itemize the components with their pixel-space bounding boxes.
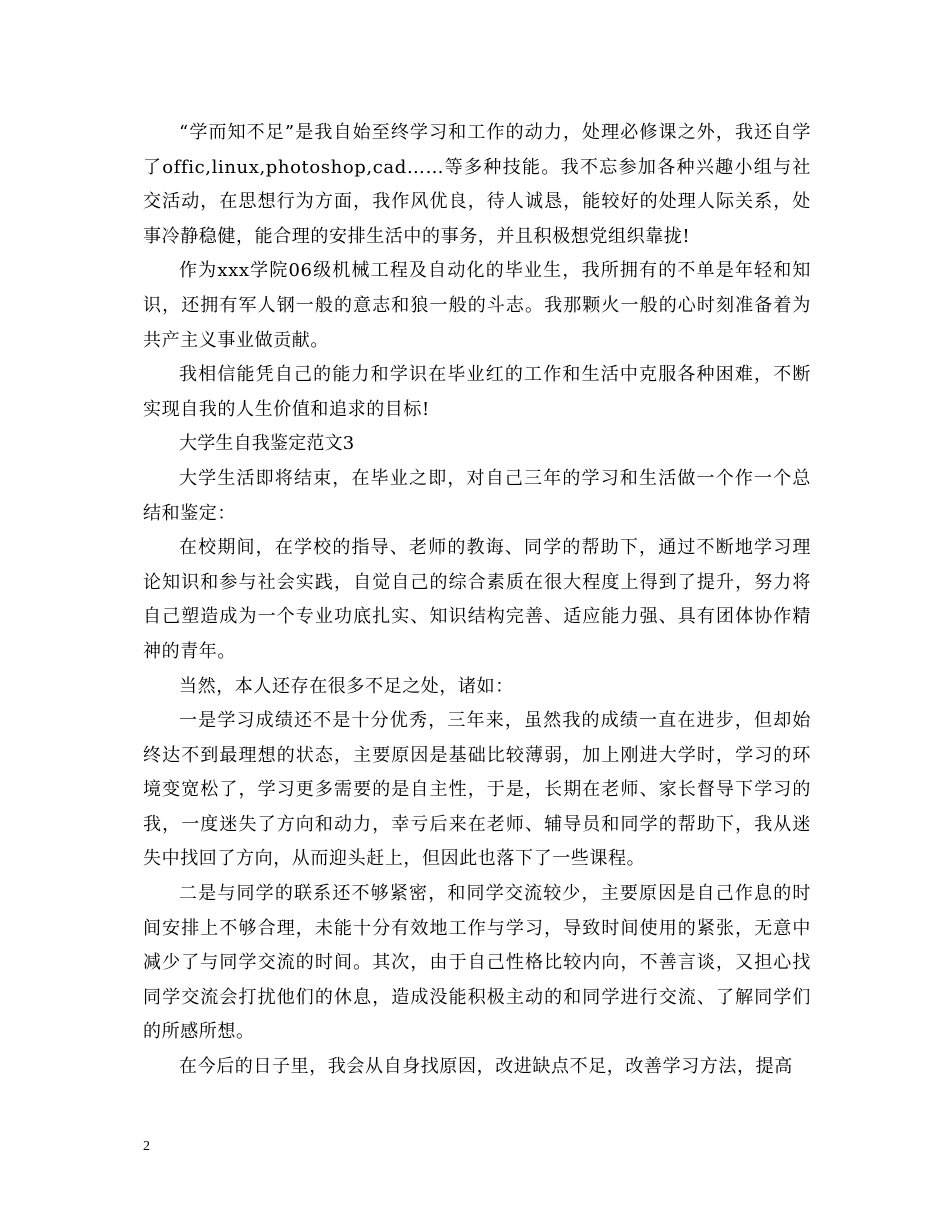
paragraph-campus-period: 在校期间，在学校的指导、老师的教诲、同学的帮助下，通过不断地学习理论知识和参与社会实践，自觉自己的综合素质在很大程度上得到了提升，努力将自己塑造成为一个专业功底扎实、知识结构完善、适应能力强、具有团体协作精神的青年。 — [143, 537, 811, 662]
document-body — [143, 116, 811, 1085]
paragraph-graduate-intro: 作为xxx学院06级机械工程及自动化的毕业生，我所拥有的不单是年轻和知识，还拥有军人钢一般的意志和狼一般的斗志。我那颗火一般的心时刻准备着为共产主义事业做贡献。 — [143, 260, 811, 351]
paragraph-shortcomings-intro: 当然，本人还存在很多不足之处，诸如： — [179, 675, 514, 697]
paragraph-learning-motivation: “学而知不足”是我自始至终学习和工作的动力，处理必修课之外，我还自学了offic,linux,photoshop,cad……等多种技能。我不忘参加各种兴趣小组与社交活动，在思想行为方面，我作风优良，待人诚恳，能较好的处理人际关系，处事冷静稳健，能合理的安排生活中的事务，并且积极想党组织靠拢! — [143, 122, 811, 247]
page-number: 2 — [143, 1139, 150, 1154]
paragraph-summary-intro: 大学生活即将结束，在毕业之即，对自己三年的学习和生活做一个作一个总结和鉴定： — [143, 467, 811, 524]
paragraph-shortcoming-communication: 二是与同学的联系还不够紧密，和同学交流较少，主要原因是自己作息的时间安排上不够合理，未能十分有效地工作与学习，导致时间使用的紧张，无意中减少了与同学交流的时间。其次，由于自己性格比较内向，不善言谈，又担心找同学交流会打扰他们的休息，造成没能积极主动的和同学进行交流、了解同学们的所感所想。 — [143, 883, 811, 1043]
section-heading: 大学生自我鉴定范文3 — [179, 433, 355, 455]
paragraph-future-plans: 在今后的日子里，我会从自身找原因，改进缺点不足，改善学习方法，提高 — [179, 1056, 793, 1078]
paragraph-confidence: 我相信能凭自己的能力和学识在毕业红的工作和生活中克服各种困难，不断实现自我的人生价值和追求的目标! — [143, 364, 811, 420]
paragraph-shortcoming-grades: 一是学习成绩还不是十分优秀，三年来，虽然我的成绩一直在进步，但却始终达不到最理想的状态，主要原因是基础比较薄弱，加上刚进大学时，学习的环境变宽松了，学习更多需要的是自主性，于是，长期在老师、家长督导下学习的我，一度迷失了方向和动力，幸亏后来在老师、辅导员和同学的帮助下，我从迷失中找回了方向，从而迎头赶上，但因此也落下了一些课程。 — [143, 710, 811, 870]
